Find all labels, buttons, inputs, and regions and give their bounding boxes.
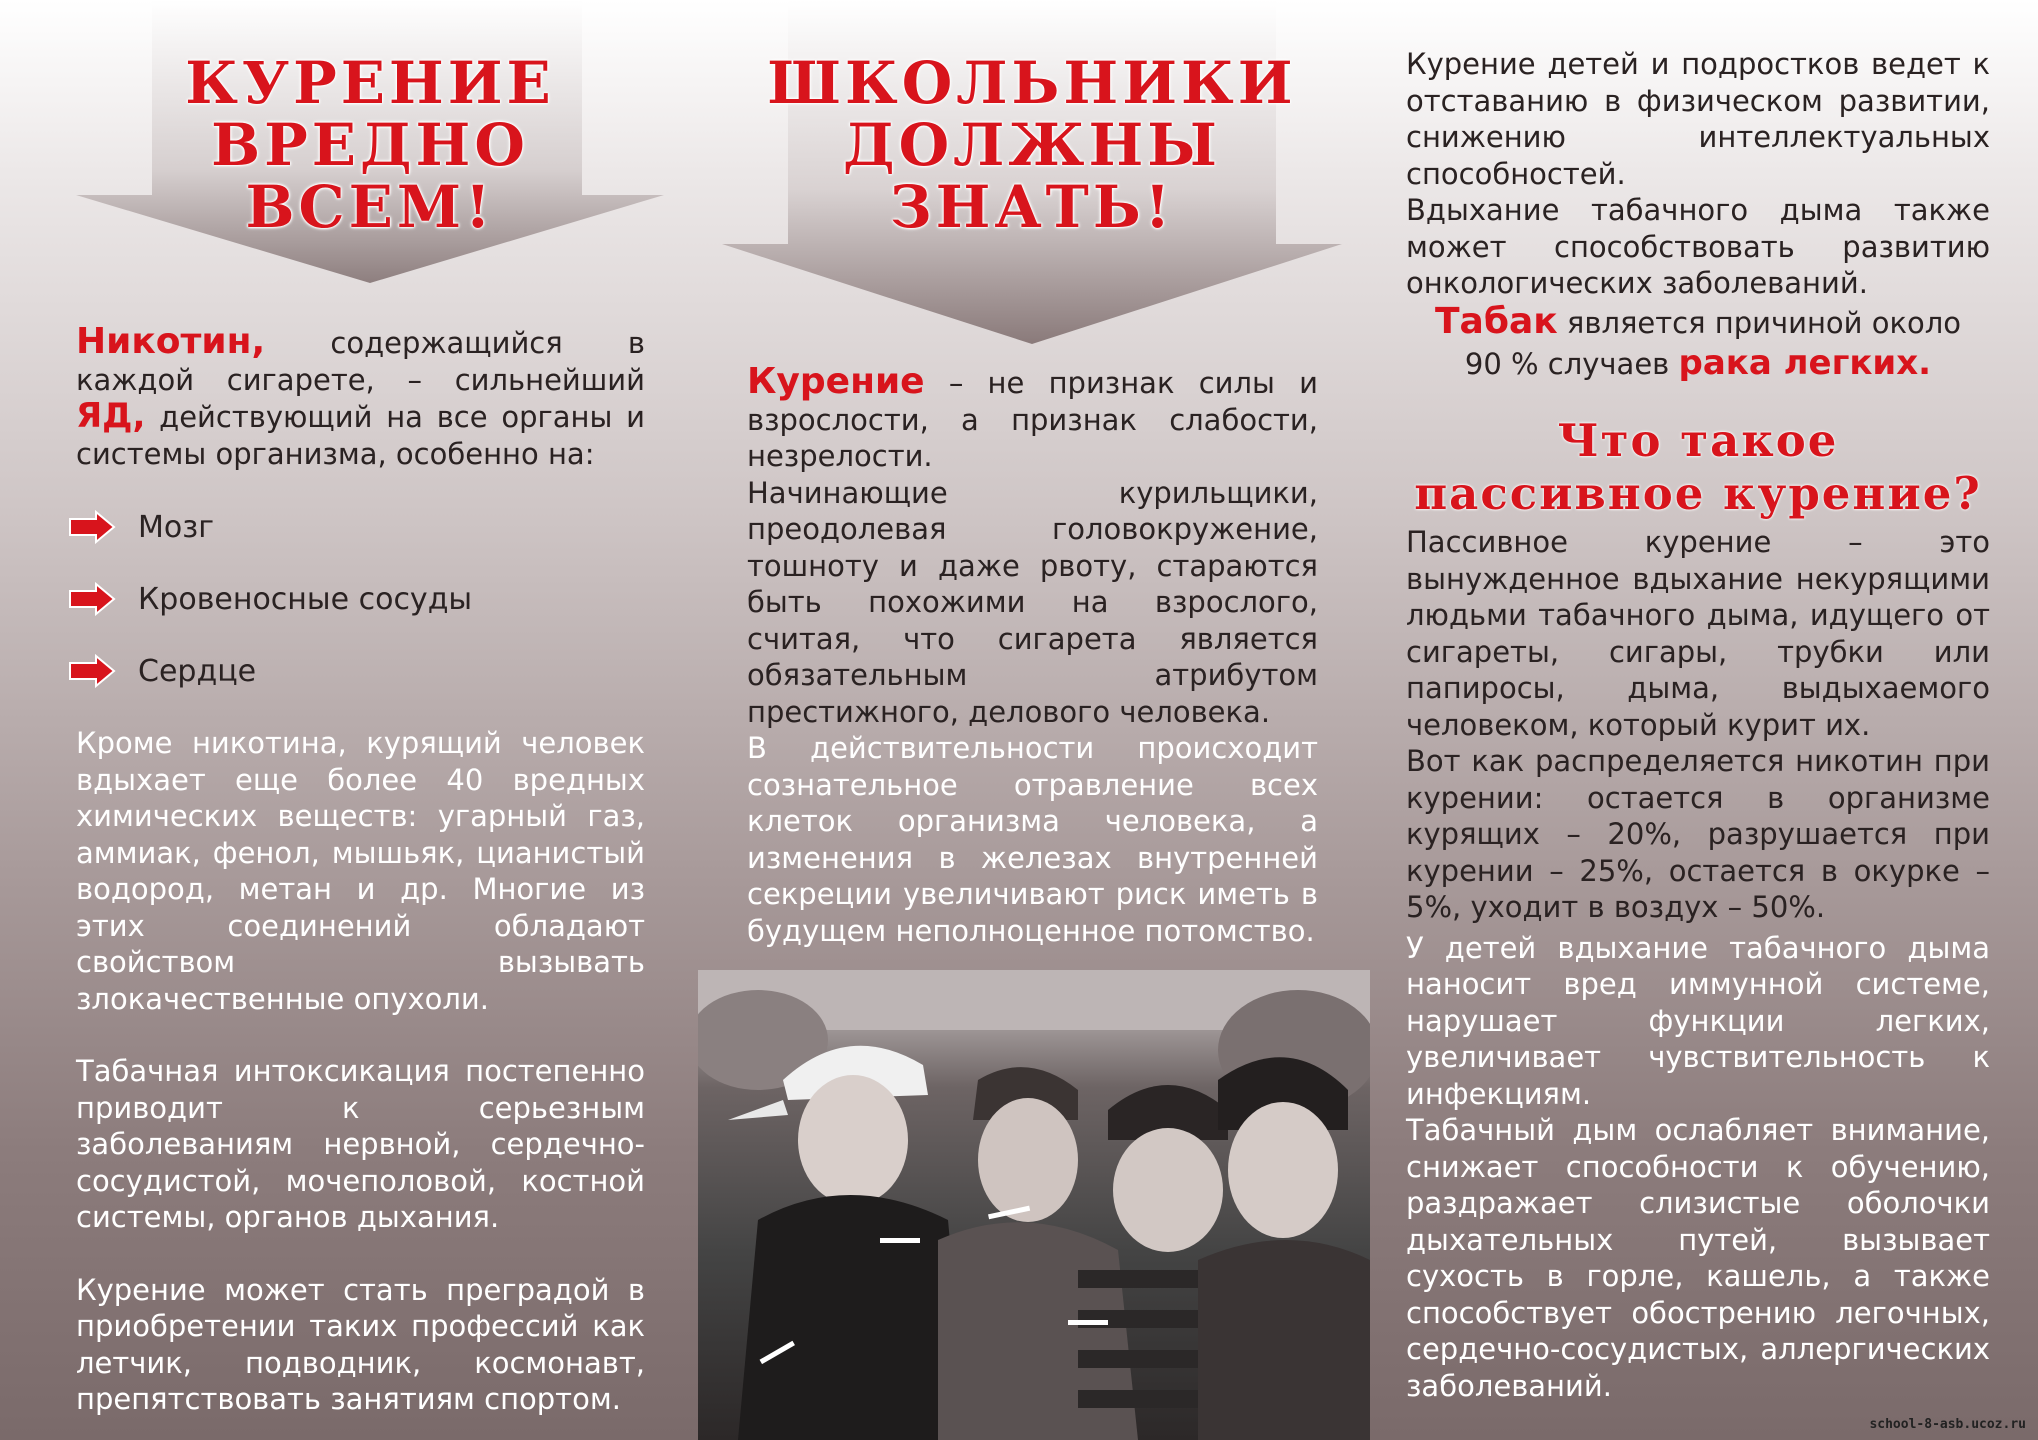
- teens-smoking-photo: [698, 970, 1370, 1440]
- left-heading-arrow: [76, 0, 664, 285]
- left-paragraphs: [76, 725, 645, 1418]
- intro-text-1: содержащийся в каждой сигарете, – сильнейший: [76, 326, 645, 397]
- right-paragraph-effects: Табачный дым ослабляет внимание, снижает способности к обучению, раздражает слизистые оболочки дыхательных путей, вызывает сухость в горле, кашель, а также способствует обострению легочных, сердечно-сосудистых, аллергических заболеваний.: [1406, 1113, 1990, 1403]
- right-paragraph-distribution: Вот как распределяется никотин при курении: остается в организме курящих – 20%, разрушается при курении – 25%, остается в окурке – 5%, уходит в воздух – 50%.: [1406, 744, 1990, 924]
- organ-label: Сердце: [138, 654, 257, 689]
- middle-paragraph-reality: В действительности происходит сознательное отравление всех клеток организма человека, а изменения в железах внутренней секреции увеличивают риск иметь в будущем неполноценное потомство.: [747, 731, 1318, 948]
- tobacco-text: является причиной около: [1557, 306, 1962, 340]
- left-paragraph-chemicals: Кроме никотина, курящий человек вдыхает еще более 40 вредных химических веществ: угарный газ, аммиак, фенол, мышьяк, цианистый водород, метан и др. Многие из этих соединений обладают свойством вызывать злокачественные опухоли.: [76, 726, 645, 1016]
- smoking-highlight: Курение: [747, 361, 925, 402]
- left-heading-line: ВСЕМ!: [245, 173, 495, 242]
- left-intro: [76, 321, 645, 472]
- right-paragraph-development: Курение детей и подростков ведет к отставанию в физическом развитии, снижению интеллектуальных способностей.: [1406, 47, 1990, 191]
- middle-paragraph-beginners: Начинающие курильщики, преодолевая головокружение, тошноту и даже рвоту, стараются быть похожими на взрослого, считая, что сигарета является обязательным атрибутом престижного, делового человека.: [747, 475, 1318, 729]
- middle-text: [747, 361, 1318, 949]
- tobacco-highlight: Табак: [1434, 301, 1558, 342]
- middle-heading: [722, 49, 1342, 242]
- middle-lead: [747, 361, 1318, 475]
- organ-label: Кровеносные сосуды: [138, 582, 473, 617]
- tobacco-fact: [1406, 302, 1990, 384]
- middle-heading-arrow: [722, 0, 1342, 346]
- tobacco-line-1: [1406, 302, 1990, 343]
- right-paragraph-oncology: Вдыхание табачного дыма также может способствовать развитию онкологических заболеваний.: [1406, 193, 1990, 300]
- left-paragraph-professions: Курение может стать преградой в приобретении таких профессий как летчик, подводник, космонавт, препятствовать занятиям спортом.: [76, 1272, 645, 1416]
- right-text-bottom: [1406, 524, 1990, 1404]
- site-watermark: school-8-asb.ucoz.ru: [1869, 1417, 2026, 1432]
- right-paragraph-passive: Пассивное курение – это вынужденное вдыхание некурящими людьми табачного дыма, идущего от сигареты, сигары, трубки или папиросы, дыма, выдыхаемого человеком, который курит их.: [1406, 525, 1990, 742]
- middle-heading-line: ЗНАТЬ!: [889, 173, 1175, 242]
- left-heading-line: КУРЕНИЕ: [185, 49, 555, 117]
- organs-list: [68, 508, 628, 688]
- right-text-top: [1406, 46, 1990, 302]
- red-arrow-icon: [68, 582, 116, 616]
- middle-heading-line: ШКОЛЬНИКИ: [767, 49, 1297, 117]
- poison-highlight: ЯД,: [76, 396, 146, 436]
- middle-heading-line: ДОЛЖНЫ: [843, 111, 1221, 180]
- intro-text-2: действующий на все органы и системы организма, особенно на:: [76, 400, 645, 471]
- left-heading: [76, 49, 664, 242]
- right-paragraph-children: У детей вдыхание табачного дыма наносит вред иммунной системе, нарушает функции легких, увеличивает чувствительность к инфекциям.: [1406, 930, 1990, 1111]
- lung-cancer-highlight: рака легких.: [1678, 343, 1932, 383]
- left-paragraph-intoxication: Табачная интоксикация постепенно приводит к серьезным заболеваниям нервной, сердечно-сосудистой, мочеполовой, костной системы, органов дыхания.: [76, 1054, 645, 1234]
- nicotine-highlight: Никотин,: [76, 321, 266, 362]
- tobacco-line-2: [1406, 343, 1990, 384]
- passive-smoking-title: [1406, 414, 1990, 520]
- left-heading-line: ВРЕДНО: [211, 111, 529, 180]
- organ-label: Мозг: [138, 510, 214, 545]
- red-arrow-icon: [68, 510, 116, 544]
- tobacco-percent: 90 % случаев: [1464, 347, 1679, 381]
- red-arrow-icon: [68, 654, 116, 688]
- middle-lead-text: – не признак силы и взрослости, а признак слабости, незрелости.: [747, 366, 1318, 473]
- question-line: Что такое: [1557, 414, 1839, 467]
- question-line: пассивное курение?: [1414, 467, 1982, 520]
